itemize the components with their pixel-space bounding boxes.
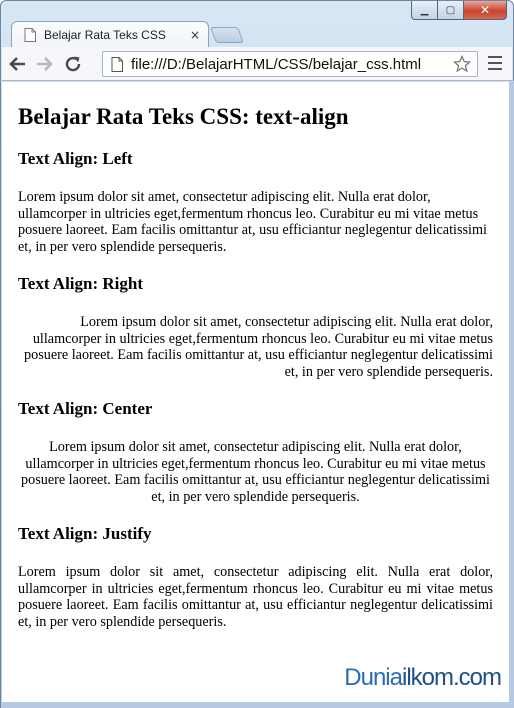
paragraph-right: Lorem ipsum dolor sit amet, consectetur adipiscing elit. Nulla erat dolor, ullamcorper in ultricies eget,fermentum rhoncus leo. Curabitur eu mi vitae metus posuere laoreet. Eam facilis omittantur at, usu efficiantur neglegentur delicatissimi et, in per vero splendide persequeris. xyxy=(24,314,493,380)
heading-right: Text Align: Right xyxy=(18,274,144,293)
forward-arrow-icon xyxy=(36,56,54,72)
heading-center: Text Align: Center xyxy=(18,399,153,418)
minimize-button[interactable]: ▁ xyxy=(411,1,437,20)
window-frame-bottom xyxy=(1,702,514,708)
heading-justify: Text Align: Justify xyxy=(18,524,152,543)
watermark-part1: Dunia xyxy=(344,664,402,691)
reload-icon xyxy=(64,55,82,73)
page-content xyxy=(2,82,509,702)
star-icon[interactable] xyxy=(453,55,471,73)
maximize-button[interactable]: ▢ xyxy=(437,1,463,20)
tab-active[interactable] xyxy=(11,21,209,47)
paragraph-justify: Lorem ipsum dolor sit amet, consectetur adipiscing elit. Nulla erat dolor, ullamcorper in ultricies eget,fermentum rhoncus leo. Curabitur eu mi vitae metus posuere laoreet. Eam facilis omittantur at, usu efficiantur neglegentur delicatissimi et, in per vero splendide persequeris. xyxy=(18,564,493,630)
back-arrow-icon xyxy=(8,56,26,72)
url-text: file:///D:/BelajarHTML/CSS/belajar_css.html xyxy=(131,55,422,73)
forward-button[interactable] xyxy=(32,51,58,77)
window-frame-right xyxy=(509,81,514,708)
tab-close-icon[interactable]: × xyxy=(189,27,200,42)
watermark-part2: ilkom.com xyxy=(401,664,501,691)
caption-buttons xyxy=(411,1,507,20)
paragraph-left: Lorem ipsum dolor sit amet, consectetur adipiscing elit. Nulla erat dolor, ullamcorper in ultricies eget,fermentum rhoncus leo. Curabitur eu mi vitae metus posuere laoreet. Eam facilis omittantur at, usu efficiantur neglegentur delicatissimi et, in per vero splendide persequeris. xyxy=(18,189,487,255)
toolbar xyxy=(2,47,512,81)
paragraph-center: Lorem ipsum dolor sit amet, consectetur adipiscing elit. Nulla erat dolor, ullamcorper in ultricies eget,fermentum rhoncus leo. Curabitur eu mi vitae metus posuere laoreet. Eam facilis omittantur at, usu efficiantur neglegentur delicatissimi et, in per vero splendide persequeris. xyxy=(21,439,490,505)
page-icon xyxy=(24,28,36,42)
back-button[interactable] xyxy=(4,51,30,77)
address-bar[interactable] xyxy=(102,51,478,77)
page-icon xyxy=(111,57,123,72)
close-window-button[interactable]: ✕ xyxy=(463,1,507,20)
menu-icon[interactable] xyxy=(488,56,502,72)
watermark-logo xyxy=(344,664,501,692)
new-tab-button[interactable] xyxy=(210,27,244,43)
page-title: Belajar Rata Teks CSS: text-align xyxy=(18,104,349,129)
reload-button[interactable] xyxy=(60,51,86,77)
tab-title: Belajar Rata Teks CSS xyxy=(44,27,166,42)
heading-left: Text Align: Left xyxy=(18,149,133,168)
